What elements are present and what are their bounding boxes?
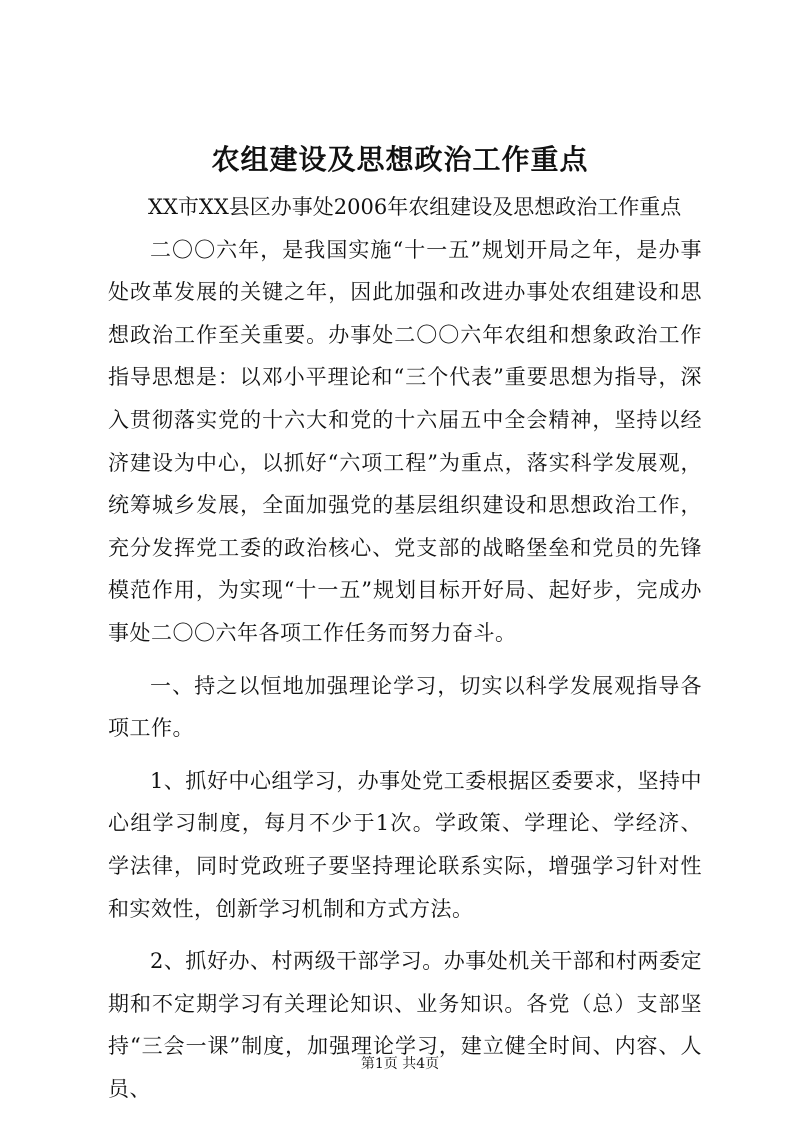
paragraph-intro: 二〇〇六年，是我国实施“十一五”规划开局之年，是办事处改革发展的关键之年，因此加强和改进办事处农组建设和思想政治工作至关重要。办事处二〇〇六年农组和想象政治工作指导思想是：以邓小平理论和“三个代表”重要思想为指导，深入贯彻落实党的十六大和党的十六届五中全会精神，坚持以经济建设为中心，以抓好“六项工程”为重点，落实科学发展观，统筹城乡发展，全面加强党的基层组织建设和思想政治工作，充分发挥党工委的政治核心、党支部的战略堡垒和党员的先锋模范作用，为实现“十一五”规划目标开好局、起好步，完成办事处二〇〇六年各项工作任务而努力奋斗。 <box>108 237 702 645</box>
document-body <box>108 186 702 1110</box>
paragraph-item-1: 1、抓好中心组学习，办事处党工委根据区委要求，坚持中心组学习制度，每月不少于1次。学政策、学理论、学经济、学法律，同时党政班子要坚持理论联系实际，增强学习针对性和实效性，创新学习机制和方式方法。 <box>108 768 702 921</box>
document-title: 农组建设及思想政治工作重点 <box>211 143 589 176</box>
page-number-footer: 第1页 共4页 <box>360 1056 440 1072</box>
document-subtitle: XX市XX县区办事处2006年农组建设及思想政治工作重点 <box>148 195 682 219</box>
paragraph-section-1-heading: 一、持之以恒地加强理论学习，切实以科学发展观指导各项工作。 <box>108 673 702 741</box>
paragraph-item-2: 2、抓好办、村两级干部学习。办事处机关干部和村两委定期和不定期学习有关理论知识、业务知识。各党（总）支部坚持“三会一课”制度，加强理论学习，建立健全时间、内容、人员、 <box>108 949 702 1101</box>
